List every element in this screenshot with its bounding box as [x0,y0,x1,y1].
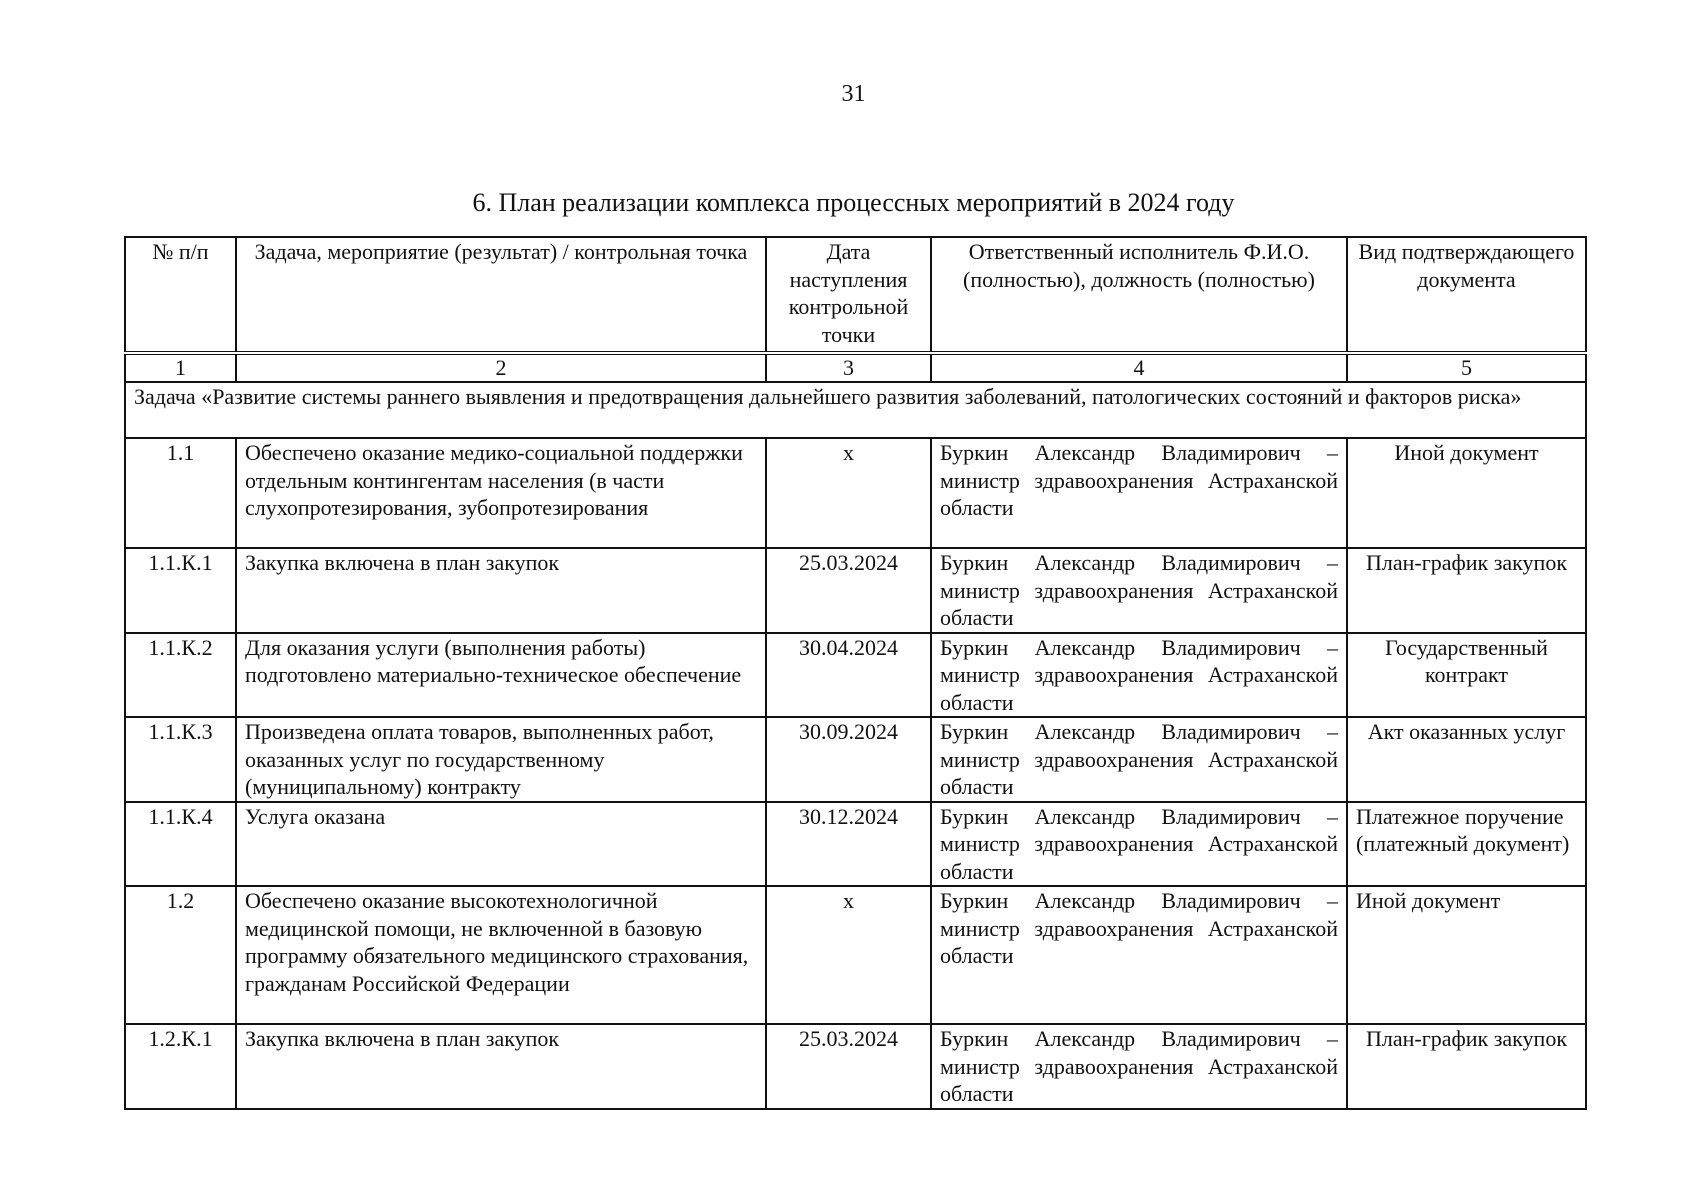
row-date: 30.04.2024 [766,633,931,718]
row-name: Обеспечено оказание высокотехнологичной медицинской помощи, не включенной в базовую программу обязательного медицинского страхования, гражданам Российской Федерации [236,886,766,1024]
row-number: 1.1 [125,438,236,548]
task-row [125,382,1586,438]
row-responsible: Буркин Александр Владимирович – министр здравоохранения Астраханской области [931,548,1347,633]
column-numbers-row [125,353,1586,382]
row-document: План-график закупок [1347,1024,1586,1109]
header-date: Дата наступления контрольной точки [766,237,931,353]
row-number: 1.1.К.1 [125,548,236,633]
row-number: 1.1.К.3 [125,717,236,802]
table-row [125,438,1586,548]
row-responsible: Буркин Александр Владимирович – министр здравоохранения Астраханской области [931,438,1347,548]
row-date: 30.09.2024 [766,717,931,802]
row-responsible: Буркин Александр Владимирович – министр здравоохранения Астраханской области [931,633,1347,718]
row-name: Закупка включена в план закупок [236,1024,766,1109]
header-task: Задача, мероприятие (результат) / контрольная точка [236,237,766,353]
column-number: 4 [931,353,1347,382]
row-number: 1.2 [125,886,236,1024]
task-title: Задача «Развитие системы раннего выявления и предотвращения дальнейшего развития заболеваний, патологических состояний и факторов риска» [125,382,1586,438]
row-number: 1.1.К.2 [125,633,236,718]
table-row [125,886,1586,1024]
header-responsible: Ответственный исполнитель Ф.И.О. (полностью), должность (полностью) [931,237,1347,353]
row-name: Услуга оказана [236,802,766,887]
row-document: Иной документ [1347,886,1586,1024]
row-date: 25.03.2024 [766,548,931,633]
row-responsible: Буркин Александр Владимирович – министр здравоохранения Астраханской области [931,1024,1347,1109]
row-number: 1.2.К.1 [125,1024,236,1109]
row-responsible: Буркин Александр Владимирович – министр здравоохранения Астраханской области [931,886,1347,1024]
column-number: 1 [125,353,236,382]
row-document: План-график закупок [1347,548,1586,633]
header-number: № п/п [125,237,236,353]
row-document: Акт оказанных услуг [1347,717,1586,802]
row-name: Для оказания услуги (выполнения работы) подготовлено материально-техническое обеспечение [236,633,766,718]
row-date: х [766,438,931,548]
table-row [125,1024,1586,1109]
table-header-row [125,237,1586,353]
row-date: 30.12.2024 [766,802,931,887]
row-date: х [766,886,931,1024]
column-number: 2 [236,353,766,382]
row-name: Обеспечено оказание медико-социальной поддержки отдельным контингентам населения (в части слухопротезирования, зубопротезирования [236,438,766,548]
table-row [125,633,1586,718]
row-document: Государственный контракт [1347,633,1586,718]
row-number: 1.1.К.4 [125,802,236,887]
row-name: Закупка включена в план закупок [236,548,766,633]
table-row [125,548,1586,633]
row-document: Платежное поручение (платежный документ) [1347,802,1586,887]
row-name: Произведена оплата товаров, выполненных работ, оказанных услуг по государственному (муниципальному) контракту [236,717,766,802]
row-document: Иной документ [1347,438,1586,548]
column-number: 5 [1347,353,1586,382]
header-document: Вид подтверждающего документа [1347,237,1586,353]
row-responsible: Буркин Александр Владимирович – министр здравоохранения Астраханской области [931,717,1347,802]
row-date: 25.03.2024 [766,1024,931,1109]
table-row [125,802,1586,887]
page-number: 31 [841,81,866,107]
plan-table [124,236,1587,1110]
row-responsible: Буркин Александр Владимирович – министр здравоохранения Астраханской области [931,802,1347,887]
table-row [125,717,1586,802]
document-title: 6. План реализации комплекса процессных мероприятий в 2024 году [472,188,1235,217]
column-number: 3 [766,353,931,382]
